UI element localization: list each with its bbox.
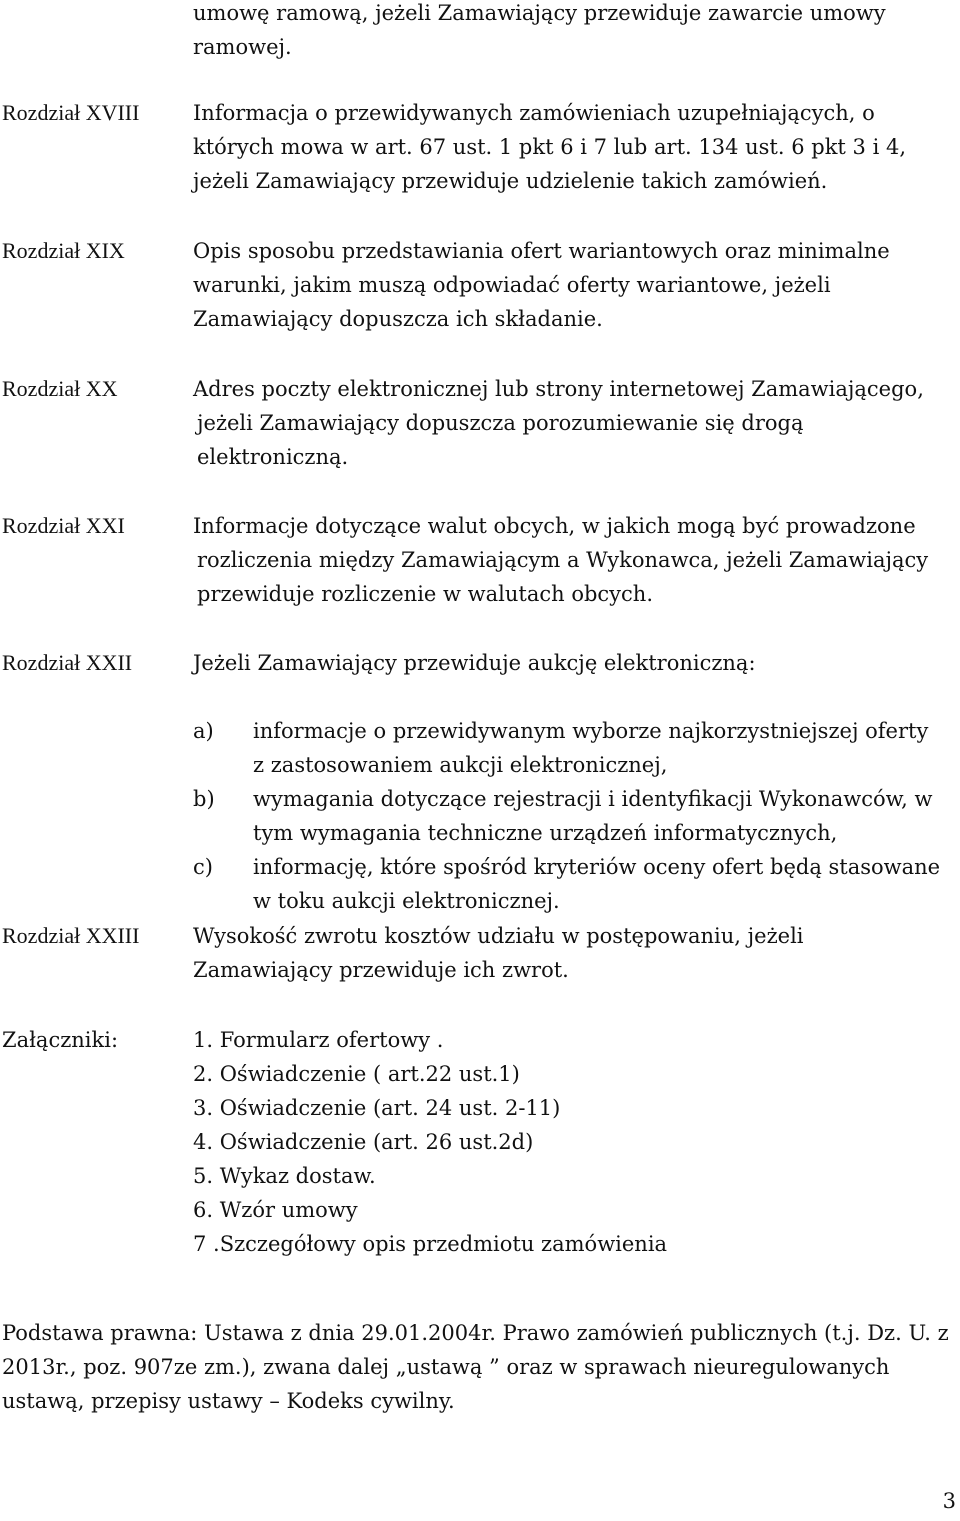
text-line: Opis sposobu przedstawiania ofert wariantowych oraz minimalne xyxy=(193,239,890,263)
chapter-label-xx: Rozdział XX xyxy=(2,376,118,401)
intro-paragraph xyxy=(193,0,958,64)
text-line: informacje o przewidywanym wyborze najkorzystniejszej oferty xyxy=(253,719,929,743)
chapter-label-xix: Rozdział XIX xyxy=(2,238,125,263)
attachment-item: 5. Wykaz dostaw. xyxy=(193,1164,376,1188)
attachment-item: 4. Oświadczenie (art. 26 ust.2d) xyxy=(193,1130,534,1154)
text-line: informację, które spośród kryteriów oceny ofert będą stasowane xyxy=(253,855,941,879)
chapter-text-xxi xyxy=(193,509,958,611)
text-line: Adres poczty elektronicznej lub strony internetowej Zamawiającego, xyxy=(193,377,924,401)
attachment-item: 3. Oświadczenie (art. 24 ust. 2-11) xyxy=(193,1096,561,1120)
text-line: Zamawiający dopuszcza ich składanie. xyxy=(193,307,603,331)
text-line: wymagania dotyczące rejestracji i identyfikacji Wykonawców, w xyxy=(253,787,933,811)
text-line: elektroniczną. xyxy=(197,445,349,469)
text-line: rozliczenia między Zamawiającym a Wykonawca, jeżeli Zamawiający xyxy=(197,548,929,572)
chapter-label-xxiii: Rozdział XXIII xyxy=(2,923,140,948)
attachment-item: 1. Formularz ofertowy . xyxy=(193,1028,444,1052)
chapter-text-xxii xyxy=(193,646,958,680)
list-item-text xyxy=(253,850,940,918)
list-item-text xyxy=(253,714,928,782)
chapter-label-xviii: Rozdział XVIII xyxy=(2,100,140,125)
text-line: jeżeli Zamawiający dopuszcza porozumiewanie się drogą xyxy=(197,411,804,435)
text-line: Informacje dotyczące walut obcych, w jakich mogą być prowadzone xyxy=(193,514,916,538)
legal-basis-paragraph xyxy=(2,1316,949,1418)
text-line: tym wymagania techniczne urządzeń informatycznych, xyxy=(253,821,838,845)
list-marker: c) xyxy=(193,855,213,879)
text-line: Jeżeli Zamawiający przewiduje aukcję elektroniczną: xyxy=(193,651,756,675)
text-line: 2013r., poz. 907ze zm.), zwana dalej „ustawą ” oraz w sprawach nieuregulowanych xyxy=(2,1355,890,1379)
list-marker: b) xyxy=(193,787,215,811)
attachments-list xyxy=(193,1023,667,1261)
text-line: przewiduje rozliczenie w walutach obcych. xyxy=(197,582,654,606)
chapter-text-xxiii xyxy=(193,919,958,987)
text-line: umowę ramową, jeżeli Zamawiający przewiduje zawarcie umowy xyxy=(193,1,886,25)
text-line: ustawą, przepisy ustawy – Kodeks cywilny. xyxy=(2,1389,455,1413)
text-line: Podstawa prawna: Ustawa z dnia 29.01.2004r. Prawo zamówień publicznych (t.j. Dz. U. z xyxy=(2,1321,949,1345)
text-line: Zamawiający przewiduje ich zwrot. xyxy=(193,958,569,982)
chapter-label-xxii: Rozdział XXII xyxy=(2,650,133,675)
chapter-text-xx xyxy=(193,372,958,474)
attachment-item: 7 .Szczegółowy opis przedmiotu zamówienia xyxy=(193,1232,668,1256)
chapter-text-xviii xyxy=(193,96,958,198)
chapter-text-xix xyxy=(193,234,958,336)
text-line: których mowa w art. 67 ust. 1 pkt 6 i 7 lub art. 134 ust. 6 pkt 3 i 4, xyxy=(193,135,907,159)
text-line: warunki, jakim muszą odpowiadać oferty wariantowe, jeżeli xyxy=(193,273,831,297)
attachment-item: 6. Wzór umowy xyxy=(193,1198,358,1222)
text-line: Informacja o przewidywanych zamówieniach uzupełniających, o xyxy=(193,101,875,125)
chapter-label-xxi: Rozdział XXI xyxy=(2,513,125,538)
text-line: w toku aukcji elektronicznej. xyxy=(253,889,560,913)
attachment-item: 2. Oświadczenie ( art.22 ust.1) xyxy=(193,1062,520,1086)
text-line: jeżeli Zamawiający przewiduje udzielenie takich zamówień. xyxy=(193,169,828,193)
attachments-label: Załączniki: xyxy=(2,1028,119,1052)
page-number: 3 xyxy=(942,1489,956,1513)
list-marker: a) xyxy=(193,719,214,743)
text-line: ramowej. xyxy=(193,35,292,59)
text-line: z zastosowaniem aukcji elektronicznej, xyxy=(253,753,668,777)
text-line: Wysokość zwrotu kosztów udziału w postępowaniu, jeżeli xyxy=(193,924,804,948)
list-item-text xyxy=(253,782,932,850)
